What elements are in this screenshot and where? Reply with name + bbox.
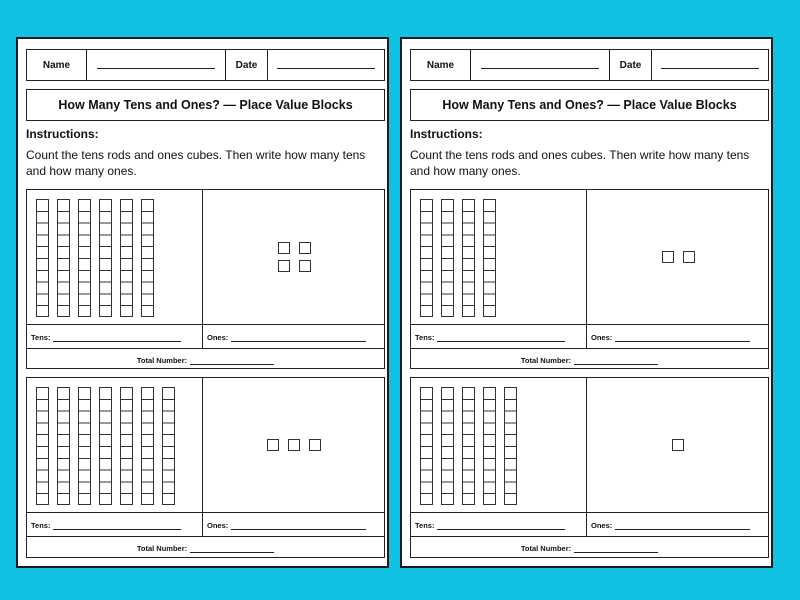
name-label: Name	[27, 50, 87, 80]
tens-answer[interactable]: Tens:	[27, 325, 203, 348]
name-label: Name	[411, 50, 471, 80]
date-label: Date	[226, 50, 268, 80]
ones-cube	[267, 439, 279, 451]
total-number-answer[interactable]: Total Number:	[27, 536, 384, 558]
tens-rod	[504, 387, 517, 505]
tens-rod	[57, 199, 70, 317]
ones-cubes-area	[203, 190, 384, 324]
problem-2	[26, 377, 385, 558]
name-field[interactable]	[87, 50, 226, 80]
ones-cubes-area	[587, 190, 768, 324]
worksheet-title: How Many Tens and Ones? — Place Value Blocks	[410, 89, 769, 121]
tens-answer[interactable]: Tens:	[411, 325, 587, 348]
tens-rod	[78, 387, 91, 505]
ones-cube	[672, 439, 684, 451]
ones-cube	[309, 439, 321, 451]
date-label: Date	[610, 50, 652, 80]
problem-1	[410, 189, 769, 369]
problem-1	[26, 189, 385, 369]
total-number-answer[interactable]: Total Number:	[411, 348, 768, 370]
tens-answer[interactable]: Tens:	[27, 513, 203, 536]
tens-rod	[420, 199, 433, 317]
instructions-heading: Instructions:	[26, 127, 99, 141]
ones-cube	[299, 242, 311, 254]
tens-rods-area	[27, 190, 203, 324]
tens-rod	[420, 387, 433, 505]
ones-cubes-area	[203, 378, 384, 512]
ones-cube	[288, 439, 300, 451]
ones-cube	[278, 260, 290, 272]
tens-rod	[99, 199, 112, 317]
ones-cube	[662, 251, 674, 263]
tens-rod	[120, 387, 133, 505]
name-date-header	[26, 49, 385, 81]
ones-cubes-area	[587, 378, 768, 512]
ones-cube	[299, 260, 311, 272]
tens-rods-area	[411, 378, 587, 512]
tens-rods-area	[411, 190, 587, 324]
tens-rod	[462, 387, 475, 505]
tens-rod	[441, 387, 454, 505]
tens-rod	[78, 199, 91, 317]
ones-answer[interactable]: Ones:	[203, 513, 384, 544]
tens-rod	[483, 387, 496, 505]
tens-rod	[36, 387, 49, 505]
ones-cube	[683, 251, 695, 263]
worksheet-title: How Many Tens and Ones? — Place Value Blocks	[26, 89, 385, 121]
name-field[interactable]	[471, 50, 610, 80]
tens-rod	[120, 199, 133, 317]
date-field[interactable]	[268, 50, 384, 80]
total-number-answer[interactable]: Total Number:	[27, 348, 384, 370]
date-field[interactable]	[652, 50, 768, 80]
tens-rod	[462, 199, 475, 317]
tens-rod	[141, 199, 154, 317]
ones-answer[interactable]: Ones:	[203, 325, 384, 356]
problem-2	[410, 377, 769, 558]
worksheet-left	[16, 37, 389, 568]
tens-rod	[162, 387, 175, 505]
ones-answer[interactable]: Ones:	[587, 513, 768, 544]
tens-answer[interactable]: Tens:	[411, 513, 587, 536]
ones-cube	[278, 242, 290, 254]
total-number-answer[interactable]: Total Number:	[411, 536, 768, 558]
tens-rod	[483, 199, 496, 317]
instructions-text: Count the tens rods and ones cubes. Then write how many tens and how many ones.	[410, 148, 750, 178]
tens-rods-area	[27, 378, 203, 512]
worksheet-right	[400, 37, 773, 568]
tens-rod	[141, 387, 154, 505]
tens-rod	[36, 199, 49, 317]
tens-rod	[441, 199, 454, 317]
tens-rod	[57, 387, 70, 505]
instructions-text: Count the tens rods and ones cubes. Then write how many tens and how many ones.	[26, 148, 366, 178]
ones-answer[interactable]: Ones:	[587, 325, 768, 356]
name-date-header	[410, 49, 769, 81]
instructions-heading: Instructions:	[410, 127, 483, 141]
tens-rod	[99, 387, 112, 505]
